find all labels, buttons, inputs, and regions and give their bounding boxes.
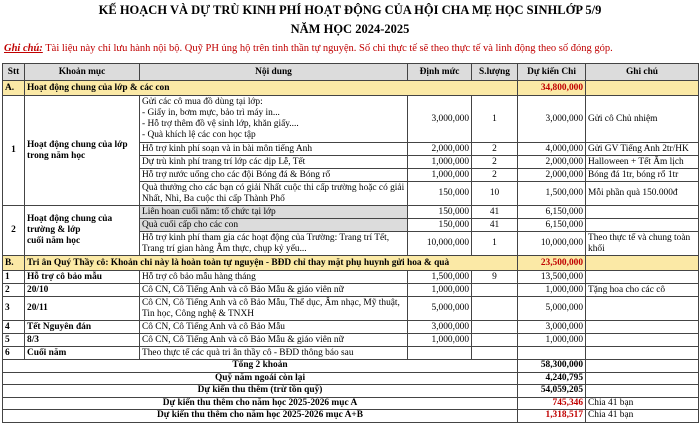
a2-row1-note — [586, 206, 699, 219]
table-header-row — [3, 64, 699, 81]
b4-content: Cô CN, Cô Tiếng Anh và cô Bảo Mẫu — [140, 321, 408, 334]
a2-stt: 2 — [3, 206, 25, 256]
table-row — [3, 321, 699, 334]
section-a-row — [3, 81, 699, 96]
a2-row3-rate: 10,000,000 — [408, 232, 472, 256]
a1-row5-amount: 1,500,000 — [518, 182, 586, 206]
b2-item: 20/10 — [25, 284, 140, 297]
b6-rate — [408, 347, 472, 360]
a1-stt: 1 — [3, 96, 25, 206]
a1-row1-note: Gửi cô Chủ nhiệm — [586, 96, 699, 143]
a1-row4-rate: 1,000,000 — [408, 169, 472, 182]
b2-stt: 2 — [3, 284, 25, 297]
a1-row5-note: Mỗi phần quà 150.000đ — [586, 182, 699, 206]
col-header-rate: Định mức — [408, 64, 472, 81]
a1-row2-content: Hỗ trợ kinh phí soạn và in bài môn tiếng Anh — [140, 143, 408, 156]
b1-stt: 1 — [3, 271, 25, 284]
a1-row3-note: Halloween + Tết Âm lịch — [586, 156, 699, 169]
summary-a-note: Chia 41 bạn — [586, 397, 699, 410]
a1-row1-rate: 3,000,000 — [408, 96, 472, 143]
b4-note — [586, 321, 699, 334]
a2-row2-amount: 6,150,000 — [518, 219, 586, 232]
b1-note — [586, 271, 699, 284]
a1-row4-note: Bóng đá 1tr, bóng rổ 1tr — [586, 169, 699, 182]
section-a-stt: A. — [3, 81, 25, 96]
document-title: KẾ HOẠCH VÀ DỰ TRÙ KINH PHÍ HOẠT ĐỘNG CỦA HỘI CHA MẸ HỌC SINHLỚP 5/9 — [98, 3, 602, 17]
b5-amount: 1,000,000 — [518, 334, 586, 347]
b4-amount: 3,000,000 — [518, 321, 586, 334]
a2-row3-qty: 1 — [472, 232, 518, 256]
budget-table — [2, 63, 699, 423]
b4-stt: 4 — [3, 321, 25, 334]
b2-note: Tặng hoa cho các cô — [586, 284, 699, 297]
a1-row2-note: Gửi GV Tiếng Anh 2tr/HK — [586, 143, 699, 156]
b3-stt: 3 — [3, 297, 25, 321]
summary-total-amount: 58,300,000 — [518, 360, 586, 373]
table-row — [3, 347, 699, 360]
summary-row — [3, 397, 699, 410]
col-header-content: Nội dung — [140, 64, 408, 81]
col-header-stt: Stt — [3, 64, 25, 81]
b1-amount: 13,500,000 — [518, 271, 586, 284]
section-b-note — [586, 256, 699, 271]
note-text: Tài liệu này chỉ lưu hành nội bộ. Quỹ PH ủng hộ trên tinh thần tự nguyện. Số chi thực tế sẽ theo thực tế và linh động theo số đóng góp. — [45, 43, 613, 54]
b3-qty — [472, 297, 518, 321]
a1-row3-rate: 1,000,000 — [408, 156, 472, 169]
b1-qty: 9 — [472, 271, 518, 284]
b6-content: Theo thực tế các quà tri ân thầy cô - BĐD thông báo sau — [140, 347, 408, 360]
a1-row4-content: Hỗ trợ nước uống cho các đội Bóng đá & Bóng rổ — [140, 169, 408, 182]
summary-row — [3, 360, 699, 373]
b6-stt: 6 — [3, 347, 25, 360]
summary-fund-note — [586, 372, 699, 385]
a1-row1-content: Gửi các cô mua đồ dùng tại lớp: - Giấy in, bơm mực, bảo trì máy in... - Hỗ trợ thêm đồ vệ sinh lớp, khăn giấy.... - Quà khích lệ các con học tập — [140, 96, 408, 143]
summary-ab-amount: 1,318,517 — [518, 410, 586, 423]
b6-qty — [472, 347, 518, 360]
a1-row5-rate: 150,000 — [408, 182, 472, 206]
b1-content: Hỗ trợ cô bảo mẫu hàng tháng — [140, 271, 408, 284]
b3-amount: 5,000,000 — [518, 297, 586, 321]
table-row — [3, 96, 699, 143]
table-row — [3, 206, 699, 219]
a2-row1-amount: 6,150,000 — [518, 206, 586, 219]
a1-row2-amount: 4,000,000 — [518, 143, 586, 156]
a2-row3-content: Hỗ trợ kinh phí tham gia các hoạt động của Trường: Trang trí Tết, Trang trí gian hàng Âm thực, chụp kỷ yếu... — [140, 232, 408, 256]
b2-qty — [472, 284, 518, 297]
b2-rate: 1,000,000 — [408, 284, 472, 297]
summary-extra-note — [586, 385, 699, 398]
b4-rate: 3,000,000 — [408, 321, 472, 334]
summary-extra-amount: 54,059,205 — [518, 385, 586, 398]
section-a-label: Hoạt động chung của lớp & các con — [25, 81, 518, 96]
b3-rate: 5,000,000 — [408, 297, 472, 321]
a1-row5-qty: 10 — [472, 182, 518, 206]
section-b-label: Tri ân Quý Thầy cô: Khoản chi này là hoàn toàn tự nguyện - BĐD chỉ thay mặt phụ huynh gửi hoa & quà — [25, 256, 518, 271]
summary-row — [3, 385, 699, 398]
summary-extra-label: Dự kiến thu thêm (trừ tồn quỹ) — [3, 385, 518, 398]
b5-rate: 1,000,000 — [408, 334, 472, 347]
a1-row4-qty: 2 — [472, 169, 518, 182]
b1-item: Hỗ trợ cô bảo mẫu — [25, 271, 140, 284]
b6-note — [586, 347, 699, 360]
a2-row1-qty: 41 — [472, 206, 518, 219]
a1-row3-content: Dự trù kinh phí trang trí lớp các dịp Lễ, Tết — [140, 156, 408, 169]
b3-content: Cô CN, Cô Tiếng Anh và cô Bảo Mẫu, Thể dục, Âm nhạc, Mỹ thuật, Tin học, Công nghệ & TNXH — [140, 297, 408, 321]
b4-qty — [472, 321, 518, 334]
summary-a-label: Dự kiến thu thêm cho năm học 2025-2026 mục A — [3, 397, 518, 410]
a1-row3-qty: 2 — [472, 156, 518, 169]
summary-fund-amount: 4,240,795 — [518, 372, 586, 385]
a2-row3-note: Theo thực tế và chung toàn khối — [586, 232, 699, 256]
summary-ab-label: Dự kiến thu thêm cho năm học 2025-2026 mục A+B — [3, 410, 518, 423]
section-a-note — [586, 81, 699, 96]
a1-item: Hoạt động chung của lớp trong năm học — [25, 96, 140, 206]
a2-row2-rate: 150,000 — [408, 219, 472, 232]
table-row — [3, 297, 699, 321]
summary-total-label: Tổng 2 khoản — [3, 360, 518, 373]
a1-row2-qty: 2 — [472, 143, 518, 156]
section-b-row — [3, 256, 699, 271]
b6-item: Cuối năm — [25, 347, 140, 360]
a2-row1-content: Liên hoan cuối năm: tổ chức tại lớp — [140, 206, 408, 219]
a2-row2-note — [586, 219, 699, 232]
col-header-amount: Dự kiến Chi — [518, 64, 586, 81]
col-header-note: Ghi chú — [586, 64, 699, 81]
summary-a-amount: 745,346 — [518, 397, 586, 410]
b2-amount: 1,000,000 — [518, 284, 586, 297]
a1-row3-amount: 2,000,000 — [518, 156, 586, 169]
summary-fund-label: Quỹ năm ngoái còn lại — [3, 372, 518, 385]
school-year-title: NĂM HỌC 2024-2025 — [290, 22, 410, 36]
summary-row — [3, 410, 699, 423]
b5-note — [586, 334, 699, 347]
b5-qty — [472, 334, 518, 347]
a2-item: Hoạt động chung của trường & lớp cuối năm học — [25, 206, 140, 256]
a2-row2-qty: 41 — [472, 219, 518, 232]
summary-total-note — [586, 360, 699, 373]
a1-row4-amount: 2,000,000 — [518, 169, 586, 182]
b4-item: Tết Nguyên đán — [25, 321, 140, 334]
summary-row — [3, 372, 699, 385]
b2-content: Cô CN, Cô Tiếng Anh và cô Bảo Mẫu & giáo viên nữ — [140, 284, 408, 297]
section-b-stt: B. — [3, 256, 25, 271]
b3-item: 20/11 — [25, 297, 140, 321]
a1-row1-amount: 3,000,000 — [518, 96, 586, 143]
col-header-qty: S.lượng — [472, 64, 518, 81]
section-b-total: 23,500,000 — [518, 256, 586, 271]
b6-amount — [518, 347, 586, 360]
table-row — [3, 284, 699, 297]
a2-row1-rate: 150,000 — [408, 206, 472, 219]
b5-content: Cô CN, Cô Tiếng Anh và cô Bảo Mẫu & giáo viên nữ — [140, 334, 408, 347]
a2-row2-content: Quà cuối cấp cho các con — [140, 219, 408, 232]
table-row — [3, 271, 699, 284]
summary-ab-note: Chia 41 bạn — [586, 410, 699, 423]
b1-rate: 1,500,000 — [408, 271, 472, 284]
section-a-total: 34,800,000 — [518, 81, 586, 96]
b3-note — [586, 297, 699, 321]
a2-row3-amount: 10,000,000 — [518, 232, 586, 256]
a1-row5-content: Quà thưởng cho các bạn có giải Nhất cuộc thi cấp trường hoặc có giải Nhất, Nhì, Ba cuộc thi cấp Thành Phố — [140, 182, 408, 206]
note-label: Ghi chú: — [4, 43, 43, 54]
a1-row1-qty: 1 — [472, 96, 518, 143]
a1-row2-rate: 2,000,000 — [408, 143, 472, 156]
b5-item: 8/3 — [25, 334, 140, 347]
note-line — [4, 43, 613, 54]
b5-stt: 5 — [3, 334, 25, 347]
table-row — [3, 334, 699, 347]
col-header-item: Khoản mục — [25, 64, 140, 81]
